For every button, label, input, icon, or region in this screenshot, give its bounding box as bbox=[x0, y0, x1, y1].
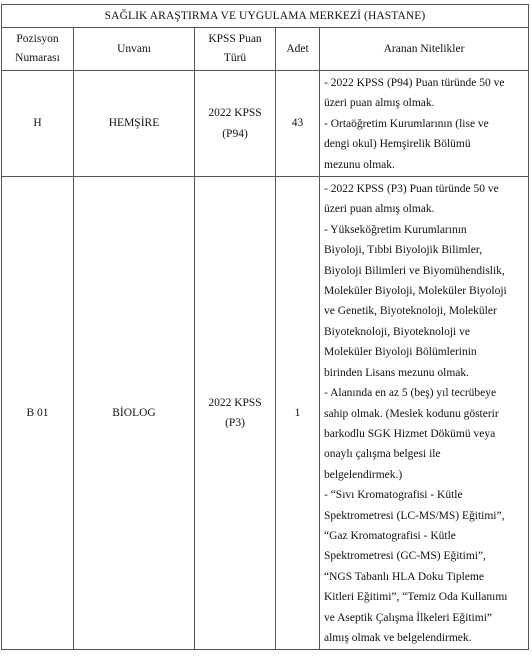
header-kpss-type-line-1: KPSS Puan bbox=[208, 33, 262, 45]
qualification-line: belgelendirmek.) bbox=[324, 468, 403, 481]
qualification-line: Spektrometresi (GC-MS) Eğitimi”, bbox=[324, 550, 486, 563]
qualification-line: sahip olmak. (Meslek kodunu gösterir bbox=[324, 407, 499, 420]
header-position-no-line-2: Numarası bbox=[15, 52, 60, 64]
qualification-line: birinden Lisans mezunu olmak. bbox=[324, 366, 469, 379]
cell-position-no: H bbox=[2, 71, 74, 177]
header-position-no-line-1: Pozisyon bbox=[16, 33, 59, 45]
cell-position-no: B 01 bbox=[2, 177, 74, 650]
qualification-line: - Yükseköğretim Kurumlarının bbox=[324, 223, 467, 236]
qualification-line: Kitleri Eğitimi”, “Temiz Oda Kullanımı bbox=[324, 591, 508, 604]
qualification-line: onaylı çalışma belgesi ile bbox=[324, 448, 441, 461]
qualification-line: ve Genetik, Biyoteknoloji, Moleküler bbox=[324, 305, 497, 318]
kpss-type-line-2: (P3) bbox=[225, 417, 245, 430]
qualification-line: Moleküler Biyoloji Bölümlerinin bbox=[324, 346, 477, 359]
qualification-line: - 2022 KPSS (P94) Puan türünde 50 ve bbox=[324, 77, 505, 89]
header-kpss-type bbox=[195, 28, 276, 71]
table-title: SAĞLIK ARAŞTIRMA VE UYGULAMA MERKEZİ (HASTANE) bbox=[2, 5, 529, 28]
header-position-no bbox=[2, 28, 74, 71]
cell-qualifications bbox=[320, 71, 529, 177]
qualification-line: mezunu olmak. bbox=[324, 158, 395, 171]
qualification-line: Biyoloji Bilimleri ve Biyomühendislik, bbox=[324, 264, 505, 277]
kpss-type-line-2: (P94) bbox=[222, 127, 248, 140]
qualification-line: ve Aseptik Çalışma İlkeleri Eğitimi” bbox=[324, 611, 492, 624]
cell-title: BİOLOG bbox=[74, 177, 195, 650]
qualification-line: - 2022 KPSS (P3) Puan türünde 50 ve bbox=[324, 183, 499, 196]
qualification-line: - Ortaöğretim Kurumlarının (lise ve bbox=[324, 117, 489, 130]
qualification-line: “Gaz Kromatografisi - Kütle bbox=[324, 529, 456, 542]
cell-kpss-type bbox=[195, 177, 276, 650]
qualification-line: üzeri puan almış olmak. bbox=[324, 203, 435, 216]
qualification-line: Spektrometresi (LC-MS/MS) Eğitimi”, bbox=[324, 509, 505, 522]
header-count: Adet bbox=[276, 28, 320, 71]
header-title: Unvanı bbox=[74, 28, 195, 71]
cell-count: 43 bbox=[276, 71, 320, 177]
header-row bbox=[2, 28, 529, 71]
title-row bbox=[2, 5, 529, 28]
header-kpss-type-line-2: Türü bbox=[223, 52, 247, 64]
qualification-line: almış olmak ve belgelendirmek. bbox=[324, 631, 472, 644]
cell-qualifications bbox=[320, 177, 529, 650]
qualification-line: - “Sıvı Kromatografisi - Kütle bbox=[324, 489, 463, 502]
qualification-line: Biyoteknoloji, Biyoteknoloji ve bbox=[324, 325, 470, 338]
header-qualifications: Aranan Nitelikler bbox=[320, 28, 529, 71]
cell-count: 1 bbox=[276, 177, 320, 650]
qualification-line: dengi okul) Hemşirelik Bölümü bbox=[324, 138, 471, 151]
qualification-line: “NGS Tabanlı HLA Doku Tipleme bbox=[324, 570, 484, 583]
table-row bbox=[2, 177, 529, 650]
qualification-line: Moleküler Biyoloji, Moleküler Biyoloji bbox=[324, 285, 507, 298]
table-row bbox=[2, 71, 529, 177]
qualification-line: barkodlu SGK Hizmet Dökümü veya bbox=[324, 427, 496, 440]
positions-table bbox=[1, 4, 529, 650]
qualification-line: Biyoloji, Tıbbi Biyolojik Bilimler, bbox=[324, 244, 483, 257]
cell-kpss-type bbox=[195, 71, 276, 177]
qualification-line: - Alanında en az 5 (beş) yıl tecrübeye bbox=[324, 387, 497, 400]
cell-title: HEMŞİRE bbox=[74, 71, 195, 177]
kpss-type-line-1: 2022 KPSS bbox=[208, 396, 262, 409]
qualification-line: üzeri puan almış olmak. bbox=[324, 97, 435, 110]
kpss-type-line-1: 2022 KPSS bbox=[208, 107, 262, 120]
